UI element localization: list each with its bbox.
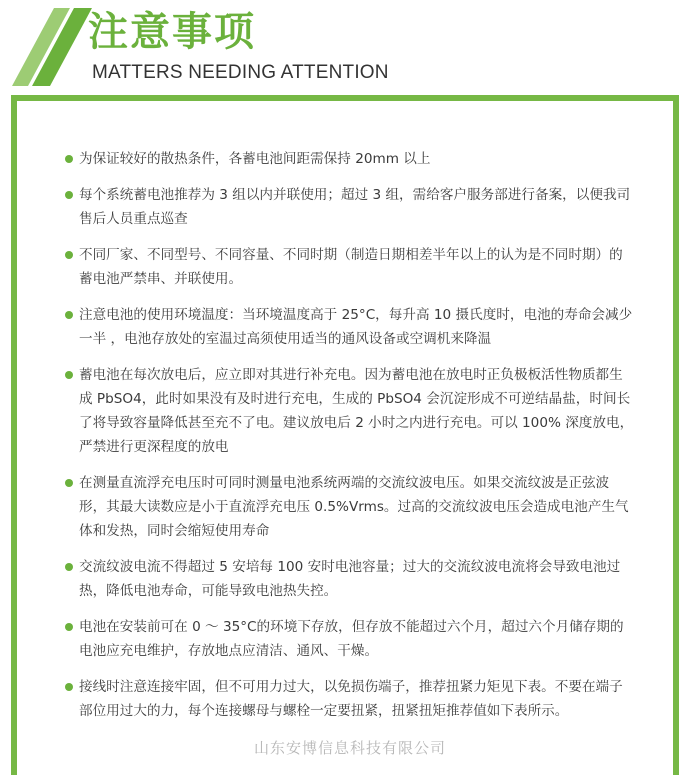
list-item xyxy=(64,675,636,723)
company-watermark: 山东安博信息科技有限公司 xyxy=(253,739,446,757)
bullet-dot-icon xyxy=(65,155,73,163)
bullet-dot-icon xyxy=(65,311,73,319)
list-item xyxy=(64,303,636,351)
bullet-dot-icon xyxy=(65,371,73,379)
list-item-text: 接线时注意连接牢固，但不可用力过大，以免损伤端子，推荐扭紧力矩见下表。不要在端子部位用过大的力，每个连接螺母与螺栓一定要扭紧，扭紧扭矩推荐值如下表所示。 xyxy=(79,679,623,719)
list-item xyxy=(64,243,636,291)
bullet-dot-icon xyxy=(65,479,73,487)
list-item xyxy=(64,363,636,459)
list-item-text: 在测量直流浮充电压时可同时测量电池系统两端的交流纹波电压。如果交流纹波是正弦波形，其最大读数应是小于直流浮充电压 0.5%Vrms。过高的交流纹波电压会造成电池产生气体和发热，同时会缩短使用寿命 xyxy=(79,475,629,539)
bullet-dot-icon xyxy=(65,251,73,259)
bullet-dot-icon xyxy=(65,683,73,691)
list-item-text: 不同厂家、不同型号、不同容量、不同时期（制造日期相差半年以上的认为是不同时期）的蓄电池严禁串、并联使用。 xyxy=(79,247,623,287)
page-subtitle: MATTERS NEEDING ATTENTION xyxy=(92,62,389,83)
list-item xyxy=(64,471,636,543)
bullet-dot-icon xyxy=(65,563,73,571)
list-item xyxy=(64,615,636,663)
list-item-text: 蓄电池在每次放电后，应立即对其进行补充电。因为蓄电池在放电时正负极板活性物质都生成 PbSO4，此时如果没有及时进行充电，生成的 PbSO4 会沉淀形成不可逆结晶盐，时间长了将导致容量降低甚至充不了电。建议放电后 2 小时之内进行充电。可以 100% 深度放电，严禁进行更深程度的放电 xyxy=(79,367,634,455)
list-item xyxy=(64,147,636,171)
bullet-dot-icon xyxy=(65,623,73,631)
page-title: 注意事项 xyxy=(88,9,256,55)
bullet-dot-icon xyxy=(65,191,73,199)
list-item-text: 注意电池的使用环境温度：当环境温度高于 25°C，每升高 10 摄氏度时，电池的寿命会减少一半 ，电池存放处的室温过高须使用适当的通风设备或空调机来降温 xyxy=(79,307,633,347)
list-item xyxy=(64,183,636,231)
list-item-text: 每个系统蓄电池推荐为 3 组以内并联使用；超过 3 组，需给客户服务部进行备案，以便我司售后人员重点巡查 xyxy=(79,187,631,227)
list-item-text: 交流纹波电流不得超过 5 安培每 100 安时电池容量；过大的交流纹波电流将会导致电池过热，降低电池寿命，可能导致电池热失控。 xyxy=(79,559,621,599)
list-item-text: 电池在安装前可在 0 ～ 35°C的环境下存放，但存放不能超过六个月，超过六个月储存期的电池应充电维护，存放地点应清洁、通风、干燥。 xyxy=(79,619,624,659)
list-item-text: 为保证较好的散热条件，各蓄电池间距需保持 20mm 以上 xyxy=(79,151,431,167)
list-item xyxy=(64,555,636,603)
attention-list xyxy=(64,147,636,735)
